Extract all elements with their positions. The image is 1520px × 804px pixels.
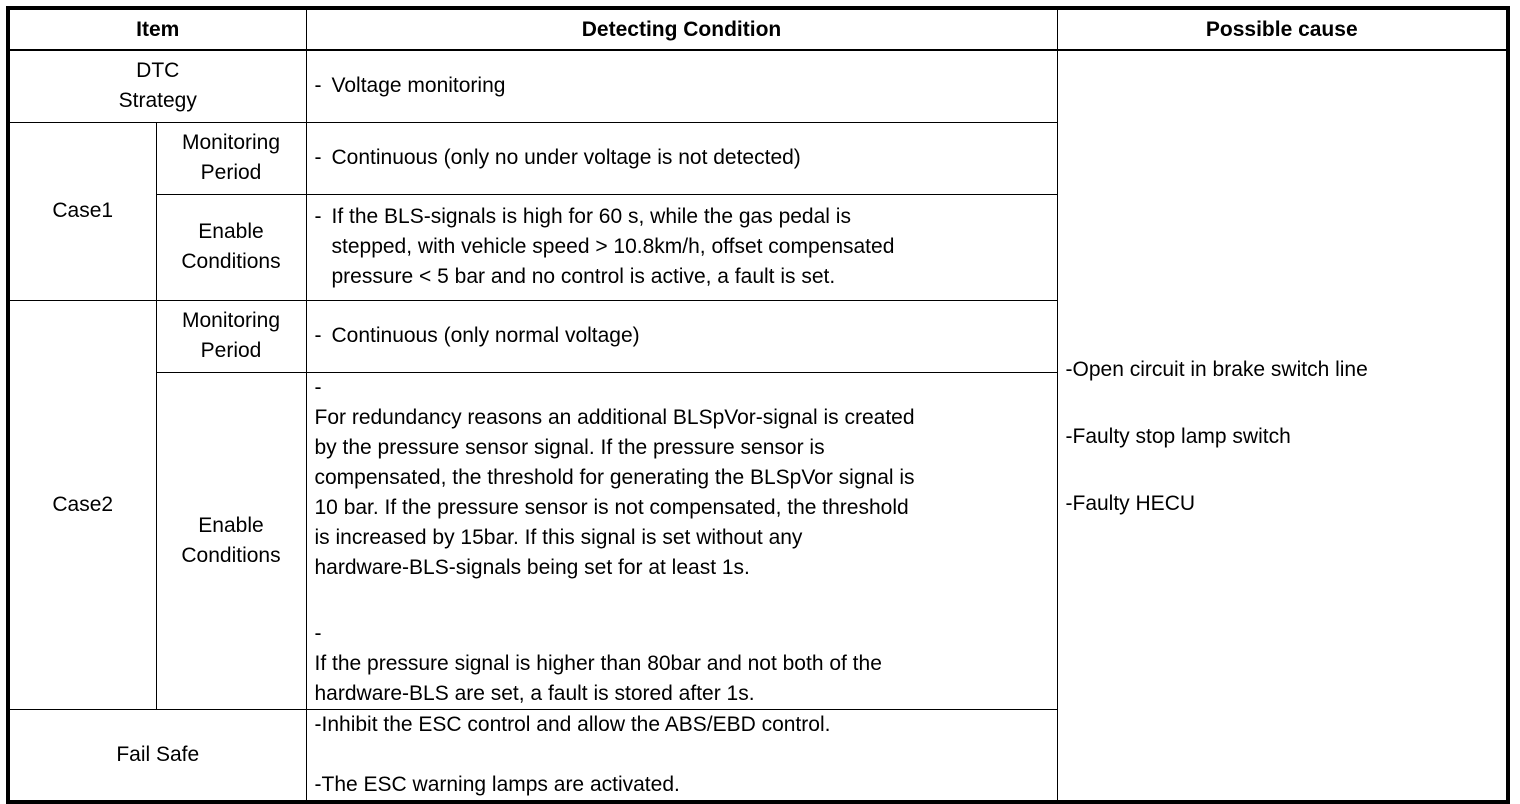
case1-label: Case1 [8, 122, 156, 300]
row-dtc-strategy [8, 50, 1508, 122]
possible-cause-item: -Faulty HECU [1065, 492, 1196, 516]
case2-label: Case2 [8, 300, 156, 709]
fail-safe-condition: -Inhibit the ESC control and allow the ABS/EBD control. -The ESC warning lamps are activated. [306, 709, 1057, 802]
fail-safe-label: Fail Safe [8, 709, 306, 802]
header-item: Item [8, 8, 306, 50]
dtc-strategy-label: DTC Strategy [8, 50, 306, 122]
case1-enable-condition: - If the BLS-signals is high for 60 s, while the gas pedal is stepped, with vehicle speed > 10.8km/h, offset compensated pressure < 5 bar and no control is active, a fault is set. [306, 194, 1057, 300]
possible-cause-item: -Faulty stop lamp switch [1065, 425, 1291, 449]
case1-enable-label: Enable Conditions [156, 194, 306, 300]
case2-monitoring-condition: - Continuous (only normal voltage) [306, 300, 1057, 372]
case2-monitoring-label: Monitoring Period [156, 300, 306, 372]
case1-monitoring-label: Monitoring Period [156, 122, 306, 194]
possible-cause-item: -Open circuit in brake switch line [1065, 358, 1368, 382]
header-row [8, 8, 1508, 50]
case1-monitoring-condition: - Continuous (only no under voltage is not detected) [306, 122, 1057, 194]
possible-cause-cell [1057, 50, 1508, 802]
case2-enable-label: Enable Conditions [156, 372, 306, 709]
case2-enable-condition: - For redundancy reasons an additional BLSpVor-signal is created by the pressure sensor signal. If the pressure sensor is compensated, the threshold for generating the BLSpVor signal is 10 bar. If the pressure sensor is not compensated, the threshold is increased by 15bar. If this signal is set without any hardware-BLS-signals being set for at least 1s. - If the pressure signal is higher than 80bar and not both of the hardware-BLS are set, a fault is stored after 1s. [306, 372, 1057, 709]
dtc-table [6, 6, 1510, 804]
dtc-strategy-condition: - Voltage monitoring [306, 50, 1057, 122]
header-possible-cause: Possible cause [1057, 8, 1508, 50]
header-detecting-condition: Detecting Condition [306, 8, 1057, 50]
